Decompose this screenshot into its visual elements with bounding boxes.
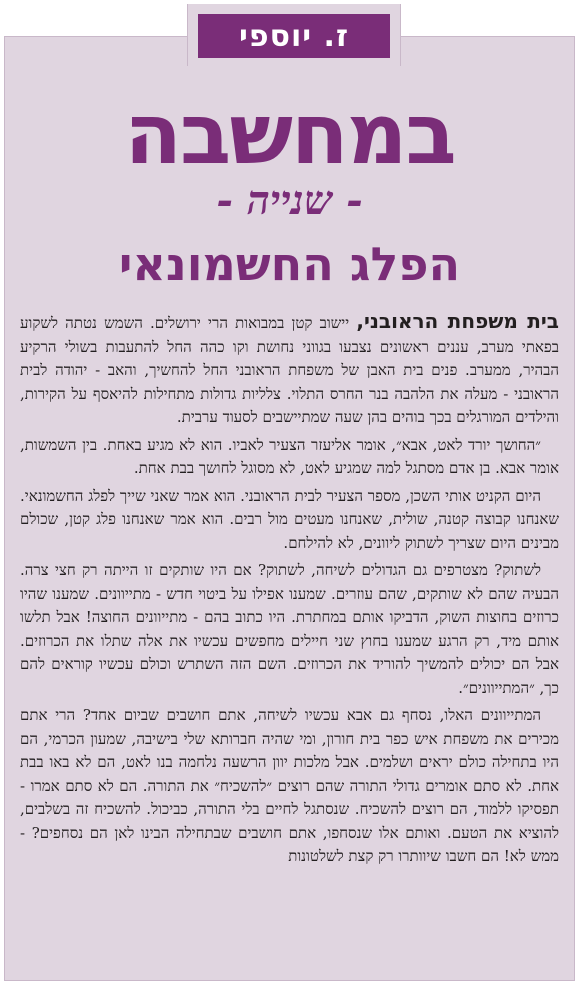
paragraph-5: המתייוונים האלו, נסחף גם אבא עכשיו לשיחה, אתם חושבים שביום אחד? הרי אתם מכירים את משפחת איש כפר בית חורון, ומי שהיה חברותא שלי בישיבה, שמעון הכרמי, הם היו בתחילה כולם יראים ושלמים. אבל מלכות יוון הרשעה נלחמה בנו לאט, הם לא באו בבת אחת. לא סתם אומרים גדולי התורה שהם רוצים ״להשכיח״ את התורה. הם לא סתם אמרו - תפסיקו ללמוד, הם רוצים להשכיח. שנסתגל לחיים בלי התורה, כביכול. להשכיח זה בשלבים, להוציא את הטעם. ואותם אלו שנסחפו, אתם חושבים שבתחילה הבינו לאן הם נסחפים? - ממש לא! הם חשבו שיוותרו רק קצת לשלטונות <box>20 706 559 865</box>
paragraph-1 <box>20 310 559 430</box>
lead-phrase: בית משפחת הראובני, <box>356 310 559 333</box>
paragraph-4: לשתוק? מצטרפים גם הגדולים לשיחה, לשתוק? אם היו שותקים זו הייתה רק חצי צרה. הבעיה שהם לא שותקים, שהם עוזרים. שמענו אפילו על ביטוי חדש - מתייוונים. שמענו שהיו כרוזים בחוצות השוק, הדביקו אותם במחתרת. היו כתוב בהם - מתייוונים החוצה! אבל תלשו אותם מיד, רק הרגע שמענו בחוץ שני חיילים מחפשים עכשיו את אלה שתלו את הכרוזים. אבל הם יכולים להמשיך להוריד את הכרוזים. השם הזה השתרש וכולם עכשיו קוראים להם כך, ״המתייוונים״. <box>20 561 559 697</box>
paragraph-2: ״החושך יורד לאט, אבא״, אומר אליעזר הצעיר לאביו. הוא לא מגיע באחת. בין השמשות, אומר אבא. בן אדם מסתגל למה שמגיע לאט, לא מסוגל לחושך בבת אחת. <box>20 435 559 477</box>
article-title: במחשבה <box>124 85 455 183</box>
article-subtitle: - שנייה - <box>216 177 363 224</box>
article-body <box>20 310 559 980</box>
paragraph-3: היום הקניט אותי השכן, מספר הצעיר לבית הראובני. הוא אמר שאני שייך לפלג החשמונאי. שאנחנו קבוצה קטנה, שולית, שאנחנו מעטים מול רבים. הוא אמר שאנחנו פלג קטן, שכולם מבינים היום שצריך לשתוק ליוונים, לא להילחם. <box>20 486 559 552</box>
author-name: ז. יוספי <box>198 14 390 58</box>
author-tab <box>187 4 401 66</box>
paragraph-1-text: יישוב קטן במבואות הרי ירושלים. השמש נטתה לשקוע בפאתי מערב, עננים ראשונים נצבעו בגווני נחושת וקו כהה החל להתעבות בשולי הרקיע הבהיר, ממערב. פנים בית האבן של משפחת הראובני החל להחשיך, והאב - יהודה לבית הראובני - מעלה את הלהבה בנר החרס התלוי. צלליות גדולות מתחילות להיאסף על הקירות, והילדים המורגלים בכך בוהים בהן שעה שמתיישבים לסעוד ערבית. <box>20 314 559 426</box>
article-heading: הפלג החשמונאי <box>118 237 461 291</box>
